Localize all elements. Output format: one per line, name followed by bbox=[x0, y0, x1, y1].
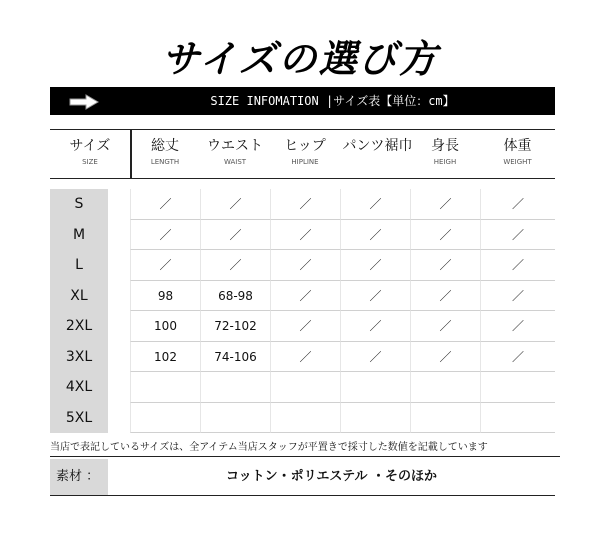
table-cell: ／ bbox=[410, 189, 480, 220]
table-cell bbox=[200, 372, 270, 403]
table-cell bbox=[200, 403, 270, 434]
table-cell: ／ bbox=[480, 311, 555, 342]
size-label: M bbox=[50, 220, 108, 251]
header-cell bbox=[410, 130, 480, 178]
page-title: サイズの選び方 bbox=[161, 37, 439, 81]
table-cell: ／ bbox=[410, 311, 480, 342]
header-label: ウエスト bbox=[207, 138, 263, 154]
table-cell: ／ bbox=[480, 220, 555, 251]
table-cell: ／ bbox=[340, 281, 410, 312]
table-cell bbox=[270, 403, 340, 434]
header-sublabel: HEIGH bbox=[433, 158, 457, 166]
table-cell bbox=[130, 403, 200, 434]
size-label: XL bbox=[50, 281, 108, 312]
table-cell: ／ bbox=[270, 220, 340, 251]
header-cell bbox=[135, 130, 195, 178]
material-value: コットン・ポリエステル ・そのほか bbox=[225, 469, 438, 484]
table-cell bbox=[480, 372, 555, 403]
header-cell bbox=[340, 130, 415, 178]
table-cell: ／ bbox=[270, 250, 340, 281]
table-cell: ／ bbox=[480, 281, 555, 312]
table-cell: ／ bbox=[270, 189, 340, 220]
header-sublabel: SIZE bbox=[82, 158, 98, 166]
table-cell bbox=[480, 403, 555, 434]
material-row bbox=[50, 459, 555, 496]
table-cell: ／ bbox=[480, 250, 555, 281]
table-row bbox=[50, 189, 555, 220]
table-header bbox=[50, 129, 555, 179]
header-divider bbox=[130, 130, 132, 178]
size-label: 4XL bbox=[50, 372, 108, 403]
table-row bbox=[50, 250, 555, 281]
table-cell bbox=[410, 372, 480, 403]
table-cell: ／ bbox=[340, 220, 410, 251]
table-cell: ／ bbox=[410, 250, 480, 281]
header-sublabel: HIPLINE bbox=[291, 158, 319, 166]
size-label: S bbox=[50, 189, 108, 220]
header-cell bbox=[200, 130, 270, 178]
header-cell bbox=[480, 130, 555, 178]
table-cell: ／ bbox=[200, 220, 270, 251]
table-cell: ／ bbox=[270, 342, 340, 373]
header-label: サイズ bbox=[69, 138, 111, 154]
table-cell: ／ bbox=[410, 220, 480, 251]
header-label: 体重 bbox=[503, 138, 532, 154]
table-cell: ／ bbox=[130, 220, 200, 251]
header-sublabel: WEIGHT bbox=[503, 158, 532, 166]
table-row bbox=[50, 311, 555, 342]
size-label: 5XL bbox=[50, 403, 108, 434]
table-cell: ／ bbox=[410, 281, 480, 312]
size-label: L bbox=[50, 250, 108, 281]
table-cell: ／ bbox=[340, 311, 410, 342]
table-cell bbox=[130, 372, 200, 403]
header-sublabel: LENGTH bbox=[150, 158, 180, 166]
header-label: ヒップ bbox=[284, 138, 326, 154]
header-label: 総丈 bbox=[151, 138, 179, 154]
table-cell: 98 bbox=[130, 281, 200, 312]
header-label: 身長 bbox=[431, 138, 459, 154]
table-cell: 100 bbox=[130, 311, 200, 342]
header-cell bbox=[270, 130, 340, 178]
table-cell: 74-106 bbox=[200, 342, 270, 373]
table-cell: ／ bbox=[200, 250, 270, 281]
table-cell: ／ bbox=[340, 342, 410, 373]
table-row bbox=[50, 372, 555, 403]
size-label: 2XL bbox=[50, 311, 108, 342]
table-cell bbox=[410, 403, 480, 434]
header-sublabel: WAIST bbox=[223, 158, 247, 166]
table-cell: ／ bbox=[270, 281, 340, 312]
table-row bbox=[50, 403, 555, 434]
table-cell bbox=[270, 372, 340, 403]
table-cell: ／ bbox=[130, 189, 200, 220]
header-label: パンツ裾巾 bbox=[342, 138, 413, 154]
arrow-right-icon bbox=[68, 94, 100, 110]
table-cell: ／ bbox=[340, 250, 410, 281]
header-cell bbox=[50, 130, 130, 178]
table-cell: ／ bbox=[340, 189, 410, 220]
table-cell: ／ bbox=[270, 311, 340, 342]
size-info-banner bbox=[50, 87, 555, 115]
table-cell: 68-98 bbox=[200, 281, 270, 312]
table-cell: 72-102 bbox=[200, 311, 270, 342]
material-label: 素材 ： bbox=[50, 459, 108, 495]
table-row bbox=[50, 342, 555, 373]
table-row bbox=[50, 281, 555, 312]
table-cell: ／ bbox=[200, 189, 270, 220]
measurement-note: 当店で表記しているサイズは、全アイテム当店スタッフが平置きで採寸した数値を記載しています bbox=[50, 438, 560, 457]
table-row bbox=[50, 220, 555, 251]
table-cell: ／ bbox=[130, 250, 200, 281]
banner-text: SIZE INFOMATION |サイズ表【単位：cm】 bbox=[210, 94, 455, 108]
size-table bbox=[50, 189, 555, 433]
size-label: 3XL bbox=[50, 342, 108, 373]
table-cell: ／ bbox=[480, 189, 555, 220]
table-cell: ／ bbox=[410, 342, 480, 373]
table-cell bbox=[340, 372, 410, 403]
table-cell: ／ bbox=[480, 342, 555, 373]
table-cell bbox=[340, 403, 410, 434]
table-cell: 102 bbox=[130, 342, 200, 373]
